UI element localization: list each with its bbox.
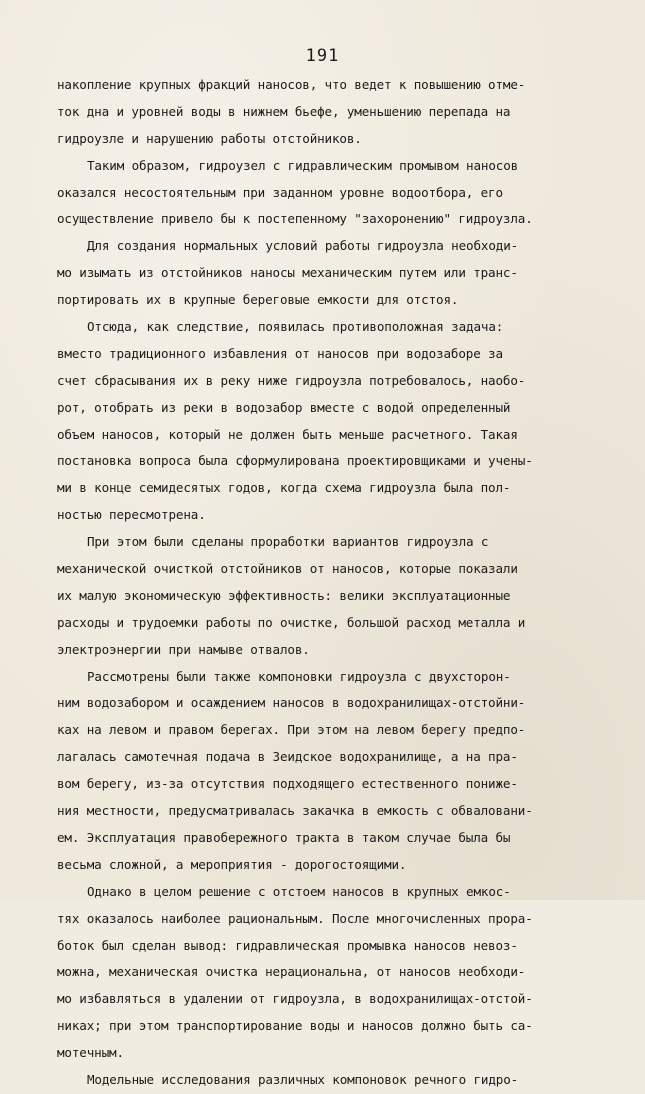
text-line: никах; при этом транспортирование воды и наносов должно быть са- (57, 1018, 533, 1034)
text-line: весьма сложной, а мероприятия - дорогостоящими. (57, 856, 407, 872)
text-line: вом берегу, из-за отсутствия подходящего естественного пониже- (57, 776, 518, 792)
text-line: При этом были сделаны проработки вариантов гидроузла с (87, 534, 489, 550)
text-line: ния местности, предусматривалась закачка в емкость с обваловани- (57, 803, 533, 819)
body-text (57, 72, 617, 1094)
text-line: механической очисткой отстойников от наносов, которые показали (57, 561, 518, 577)
text-line: гидроузле и нарушению работы отстойников. (57, 130, 362, 146)
text-line: ностью пересмотрена. (57, 507, 206, 523)
text-line: ток дна и уровней воды в нижнем бьефе, уменьшению перепада на (57, 103, 511, 119)
text-line: их малую экономическую эффективность: велики эксплуатационные (57, 587, 511, 603)
text-line: Однако в целом решение с отстоем наносов в крупных емкос- (87, 883, 511, 899)
text-line: мотечным. (57, 1045, 124, 1061)
text-line: тях оказалось наиболее рациональным. После многочисленных прора- (57, 910, 533, 926)
text-line: накопление крупных фракций наносов, что ведет к повышению отме- (57, 77, 526, 92)
text-line: лагалась самотечная подача в Зеидское водохранилище, а на пра- (57, 749, 518, 765)
text-line: Отсюда, как следствие, появилась противоположная задача: (87, 319, 504, 335)
text-line: рот, отобрать из реки в водозабор вместе с водой определенный (57, 399, 511, 415)
text-line: Для создания нормальных условий работы гидроузла необходи- (87, 238, 519, 254)
text-line: электроэнергии при намыве отвалов. (57, 641, 310, 657)
page-number: 191 (305, 46, 340, 66)
text-line: расходы и трудоемки работы по очистке, большой расход металла и (57, 614, 526, 630)
text-line: оказался несостоятельным при заданном уровне водоотбора, его (57, 184, 503, 200)
text-line: Таким образом, гидроузел с гидравлическим промывом наносов (87, 157, 519, 173)
text-line: ми в конце семидесятых годов, когда схема гидроузла была пол- (57, 480, 511, 496)
text-line: Рассмотрены были также компоновки гидроузла с двухсторон- (87, 668, 511, 684)
text-line: можна, механическая очистка нерациональна, от наносов необходи- (57, 964, 526, 980)
text-line: постановка вопроса была сформулирована проектировщиками и учены- (57, 453, 533, 469)
text-line: осуществление привело бы к постепенному "захоронению" гидроузла. (57, 211, 533, 227)
text-line: боток был сделан вывод: гидравлическая промывка наносов невоз- (57, 937, 518, 953)
text-line: мо изымать из отстойников наносы механическим путем или транс- (57, 265, 518, 281)
text-line: портировать их в крупные береговые емкости для отстоя. (57, 292, 459, 308)
text-line: объем наносов, который не должен быть меньше расчетного. Такая (57, 426, 518, 442)
text-line: Модельные исследования различных компоновок речного гидро- (87, 1071, 519, 1087)
text-line: вместо традиционного избавления от наносов при водозаборе за (57, 345, 503, 361)
text-line: ках на левом и правом берегах. При этом на левом берегу предпо- (57, 722, 526, 738)
text-line: ним водозабором и осаждением наносов в водохранилищах-отстойни- (57, 695, 526, 711)
text-line: ем. Эксплуатация правобережного тракта в таком случае была бы (57, 829, 511, 845)
text-line: мо избавляться в удалении от гидроузла, в водохранилищах-отстой- (57, 991, 533, 1007)
text-line: счет сбрасывания их в реку ниже гидроузла потребовалось, наобо- (57, 372, 526, 388)
